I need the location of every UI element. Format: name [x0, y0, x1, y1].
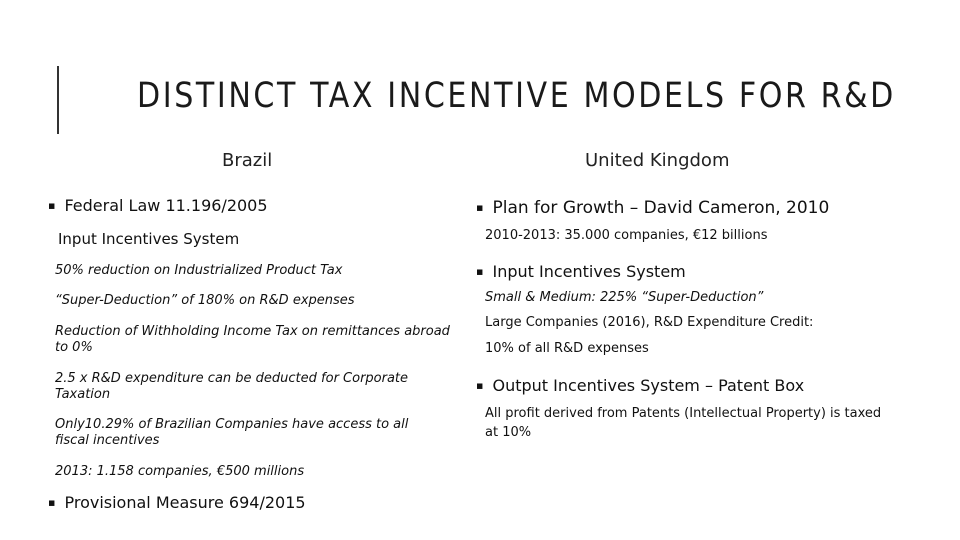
brazil-item-4: 2.5 x R&D expenditure can be deducted for Corporate Taxation	[55, 371, 409, 402]
brazil-item-5: Only10.29% of Brazilian Companies have access to all fiscal incentives	[55, 417, 409, 448]
uk-plan-bullet	[476, 198, 829, 218]
uk-heading: United Kingdom	[585, 150, 730, 171]
brazil-law-bullet	[48, 196, 268, 215]
bullet-icon: ▪	[48, 496, 56, 509]
brazil-heading: Brazil	[222, 150, 273, 171]
uk-plan-stats: 2010-2013: 35.000 companies, €12 billions	[485, 228, 768, 243]
title-accent-bar	[57, 66, 59, 134]
bullet-icon: ▪	[476, 265, 484, 278]
brazil-item-1: 50% reduction on Industrialized Product Tax	[55, 263, 343, 278]
brazil-input-system: Input Incentives System	[58, 230, 240, 248]
bullet-icon: ▪	[48, 199, 56, 212]
brazil-law: Federal Law 11.196/2005	[64, 196, 268, 215]
brazil-item-6: 2013: 1.158 companies, €500 millions	[55, 464, 305, 479]
uk-input-system: Input Incentives System	[492, 262, 686, 281]
bullet-icon: ▪	[476, 379, 484, 392]
uk-input-bullet	[476, 262, 686, 281]
bullet-icon: ▪	[476, 201, 484, 214]
uk-output-bullet	[476, 376, 804, 395]
brazil-item-3: Reduction of Withholding Income Tax on remittances abroad to 0%	[55, 324, 450, 355]
uk-input-item-1: Small & Medium: 225% “Super-Deduction”	[485, 290, 764, 305]
brazil-measure-bullet	[48, 493, 306, 512]
uk-input-item-3: 10% of all R&D expenses	[485, 341, 649, 356]
slide-title: DISTINCT TAX INCENTIVE MODELS FOR R&D	[137, 76, 896, 116]
uk-plan: Plan for Growth – David Cameron, 2010	[492, 198, 830, 218]
uk-input-item-2: Large Companies (2016), R&D Expenditure Credit:	[485, 315, 814, 330]
uk-output-system: Output Incentives System – Patent Box	[492, 376, 805, 395]
uk-output-detail: All profit derived from Patents (Intellectual Property) is taxed at 10%	[485, 406, 882, 440]
brazil-measure: Provisional Measure 694/2015	[64, 493, 306, 512]
brazil-item-2: “Super-Deduction” of 180% on R&D expenses	[55, 293, 355, 308]
